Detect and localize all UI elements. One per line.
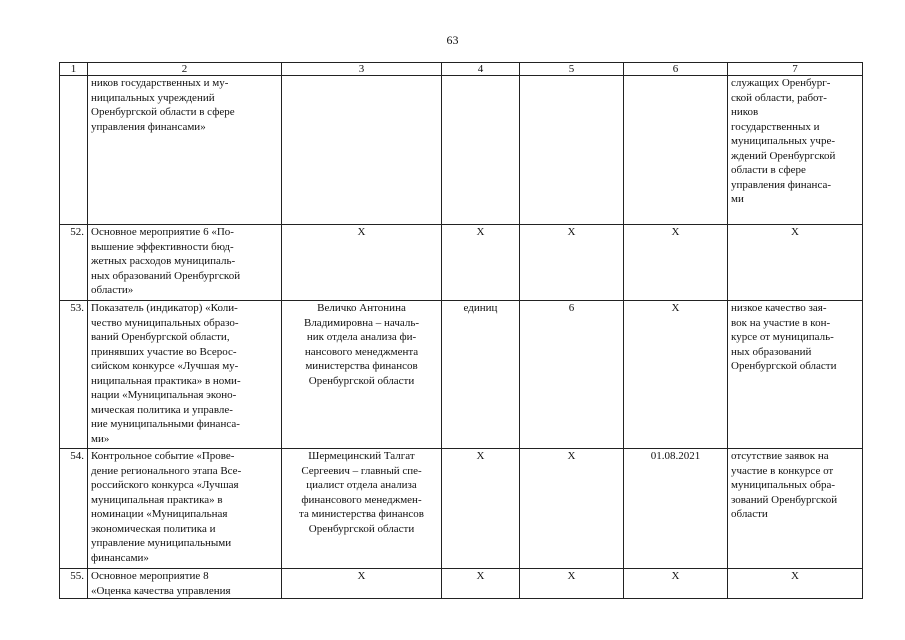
table-row (60, 449, 863, 569)
row-date: X (624, 225, 728, 301)
row-date: 01.08.2021 (624, 449, 728, 569)
row-name: ников государственных и му- ниципальных учреждений Оренбургской области в сфере управления финансами» (88, 76, 282, 225)
row-risk: низкое качество зая- вок на участие в кон- курсе от муниципаль- ных образований Оренбургской области (728, 301, 863, 449)
column-header: 5 (520, 63, 624, 76)
table-row (60, 225, 863, 301)
column-header: 2 (88, 63, 282, 76)
row-name: Основное мероприятие 8 «Оценка качества управления (88, 569, 282, 599)
row-responsible: X (282, 569, 442, 599)
row-value: X (520, 449, 624, 569)
column-header: 6 (624, 63, 728, 76)
program-table (59, 62, 863, 599)
row-number: 53. (60, 301, 88, 449)
row-responsible: X (282, 225, 442, 301)
row-name: Контрольное событие «Прове- дение регионального этапа Все- российского конкурса «Лучшая муниципальная практика» в номинации «Муниципальная экономическая политика и управление муниципальными финансами» (88, 449, 282, 569)
row-risk: X (728, 225, 863, 301)
row-number: 52. (60, 225, 88, 301)
row-responsible (282, 76, 442, 225)
row-number: 54. (60, 449, 88, 569)
row-number (60, 76, 88, 225)
row-unit: единиц (442, 301, 520, 449)
row-value: 6 (520, 301, 624, 449)
table-row (60, 569, 863, 599)
row-value: X (520, 225, 624, 301)
row-number: 55. (60, 569, 88, 599)
column-header: 7 (728, 63, 863, 76)
table-row (60, 76, 863, 225)
row-responsible: Шермецинский Талгат Сергеевич – главный спе- циалист отдела анализа финансового менеджмен- та министерства финансов Оренбургской области (282, 449, 442, 569)
row-name: Основное мероприятие 6 «По- вышение эффективности бюд- жетных расходов муниципаль- ных образований Оренбургской области» (88, 225, 282, 301)
row-date (624, 76, 728, 225)
table-row (60, 301, 863, 449)
column-header: 1 (60, 63, 88, 76)
column-header-row (60, 63, 863, 76)
column-header: 4 (442, 63, 520, 76)
row-unit: X (442, 225, 520, 301)
row-date: X (624, 569, 728, 599)
row-risk: X (728, 569, 863, 599)
row-risk: служащих Оренбург- ской области, работ- ников государственных и муниципальных учре- ждений Оренбургской области в сфере управления финанса- ми (728, 76, 863, 225)
row-risk: отсутствие заявок на участие в конкурсе от муниципальных обра- зований Оренбургской области (728, 449, 863, 569)
row-value (520, 76, 624, 225)
row-responsible: Величко Антонина Владимировна – началь- ник отдела анализа фи- нансового менеджмента министерства финансов Оренбургской области (282, 301, 442, 449)
row-name: Показатель (индикатор) «Коли- чество муниципальных образо- ваний Оренбургской области, принявших участие во Всерос- сийском конкурсе «Лучшая му- ниципальная практика» в номи- нации «Муниципальная эконо- мическая политика и управле- ние муниципальными финанса- ми» (88, 301, 282, 449)
column-header: 3 (282, 63, 442, 76)
row-unit: X (442, 449, 520, 569)
row-value: X (520, 569, 624, 599)
row-unit (442, 76, 520, 225)
row-date: X (624, 301, 728, 449)
row-unit: X (442, 569, 520, 599)
page-number: 63 (446, 33, 459, 47)
